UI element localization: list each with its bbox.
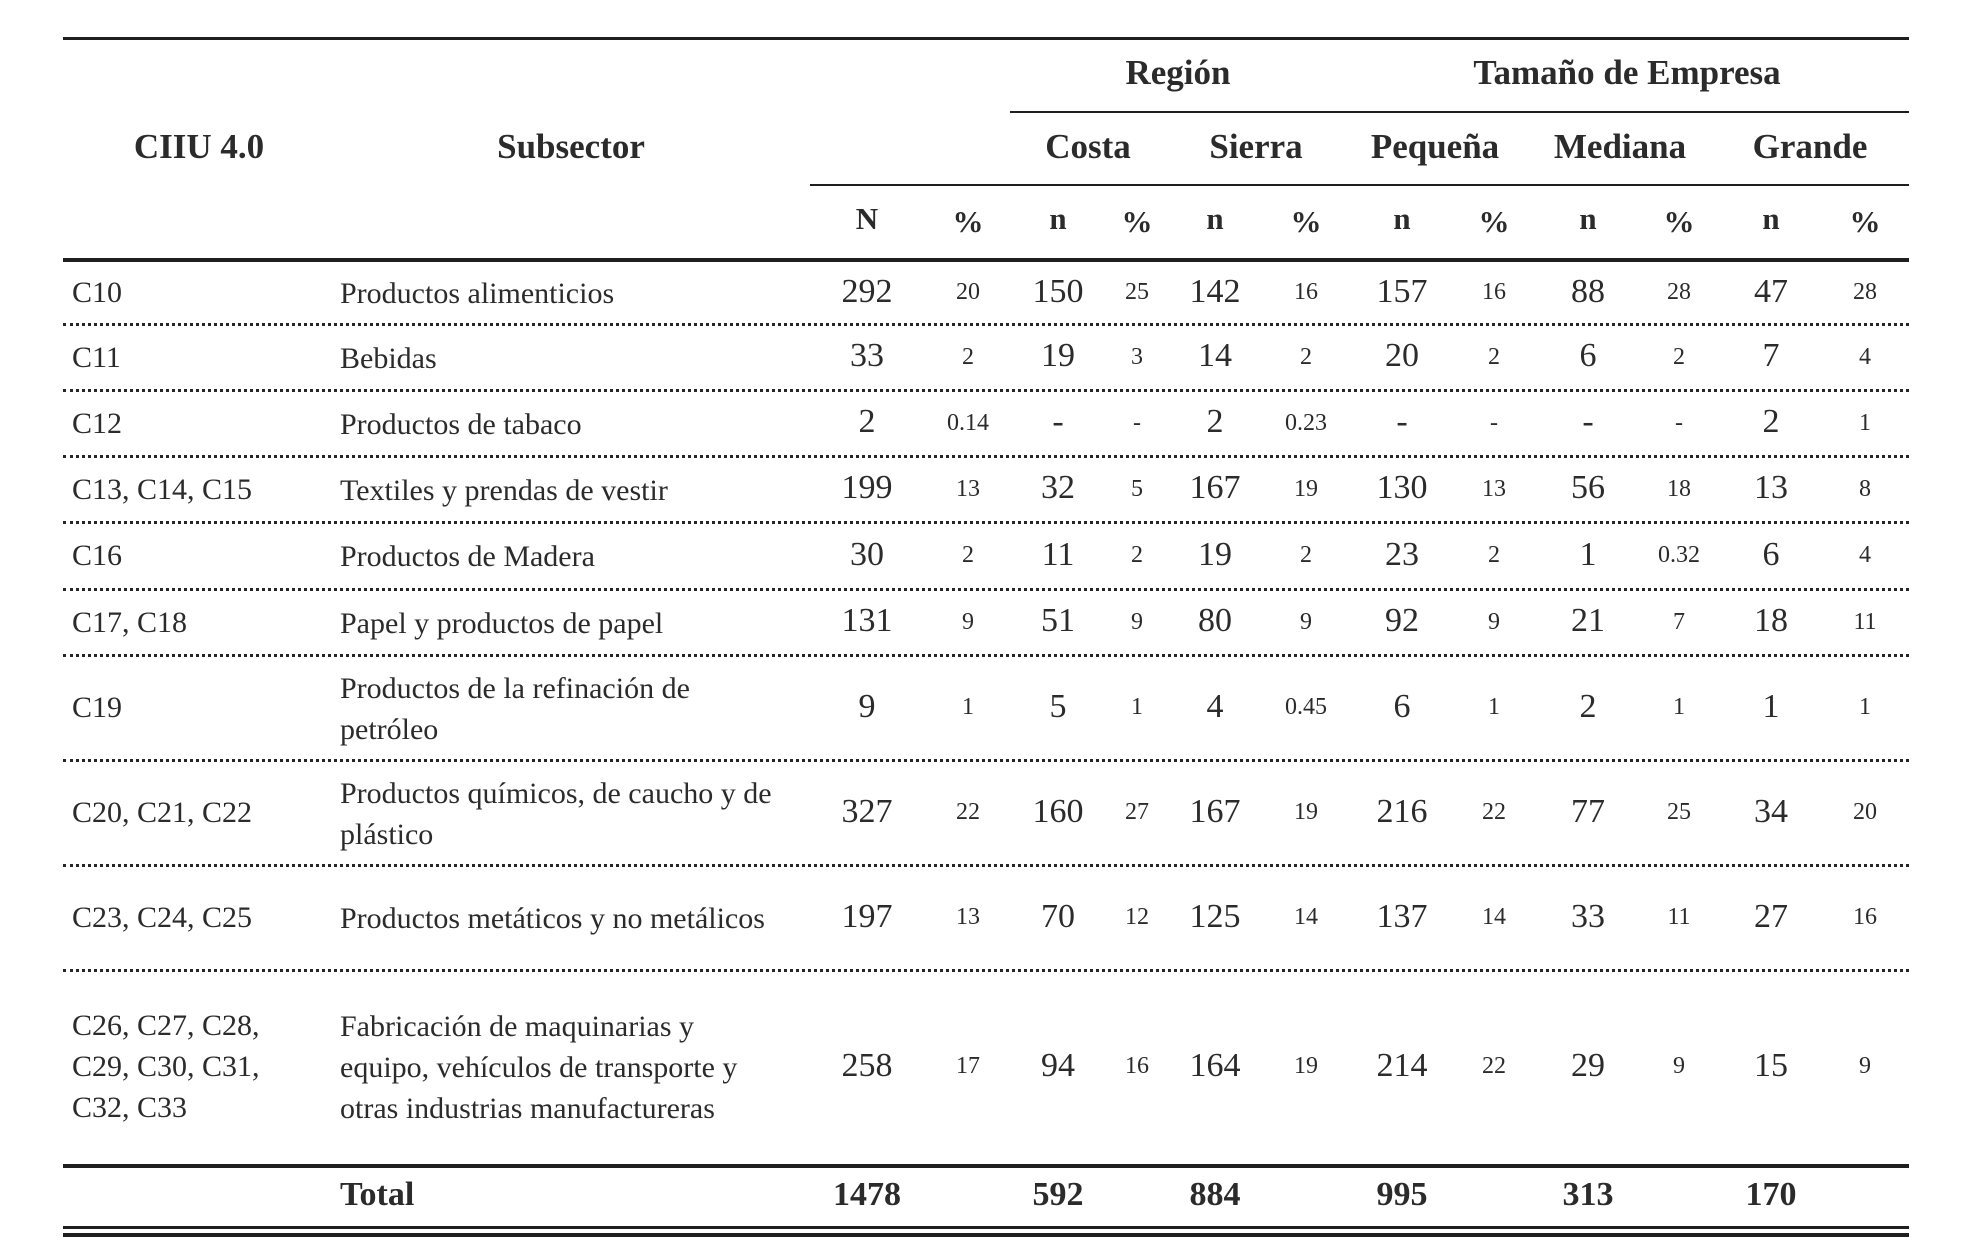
- cell-percent: 1: [962, 694, 974, 721]
- cell-percent: 1: [1859, 694, 1871, 721]
- cell-count: 6: [1762, 535, 1780, 573]
- cell-count: 160: [1032, 792, 1084, 830]
- cell-percent: 13: [956, 904, 980, 931]
- total-value: 995: [1376, 1176, 1428, 1213]
- group-header-grande: Grande: [1752, 127, 1868, 166]
- cell-count: -: [1582, 403, 1594, 441]
- subsector-name: Productos de Madera: [340, 540, 595, 573]
- cell-count: 167: [1189, 792, 1241, 830]
- total-value: 170: [1745, 1176, 1797, 1213]
- subcol-count: n: [1762, 201, 1780, 236]
- subsector-name: Productos metáticos y no metálicos: [340, 902, 765, 935]
- ciiu-code: C17, C18: [72, 605, 188, 639]
- ciiu-code: C26, C27, C28,: [72, 1009, 260, 1042]
- ciiu-code: C20, C21, C22: [72, 796, 253, 829]
- cell-percent: 22: [1482, 799, 1506, 826]
- cell-percent: -: [1490, 409, 1498, 436]
- cell-percent: 2: [1131, 542, 1143, 569]
- cell-percent: 13: [956, 475, 980, 502]
- group-header-costa: Costa: [1045, 127, 1131, 166]
- group-header-sierra: Sierra: [1209, 127, 1303, 166]
- cell-count: 2: [858, 403, 876, 441]
- cell-count: 142: [1189, 272, 1241, 310]
- ciiu-code: C11: [72, 340, 121, 374]
- cell-percent: 25: [1667, 799, 1691, 826]
- group-rule: [1010, 111, 1909, 113]
- cell-count: 19: [1041, 337, 1075, 375]
- row-divider: [63, 864, 1909, 867]
- cell-count: 7: [1762, 337, 1780, 375]
- cell-percent: 2: [1300, 542, 1312, 569]
- cell-percent: 16: [1125, 1053, 1149, 1080]
- cell-percent: 14: [1482, 904, 1506, 931]
- cell-percent: 28: [1667, 279, 1691, 306]
- row-divider: [63, 759, 1909, 762]
- subcol-count: n: [1049, 201, 1067, 236]
- cell-count: 34: [1754, 792, 1788, 830]
- row-divider: [63, 521, 1909, 524]
- cell-count: 167: [1189, 469, 1241, 507]
- cell-count: 157: [1376, 272, 1428, 310]
- company-size-header: Tamaño de Empresa: [1473, 53, 1781, 92]
- cell-percent: 16: [1294, 279, 1318, 306]
- row-divider: [63, 588, 1909, 591]
- total-value: 884: [1189, 1176, 1241, 1213]
- cell-percent: 14: [1294, 904, 1318, 931]
- cell-count: 27: [1754, 897, 1788, 935]
- header-bottom-rule: [63, 258, 1909, 262]
- cell-percent: 19: [1294, 475, 1318, 502]
- cell-percent: 0.32: [1658, 542, 1700, 569]
- cell-percent: 4: [1859, 343, 1871, 370]
- cell-count: 29: [1571, 1046, 1605, 1084]
- cell-count: 20: [1385, 337, 1419, 375]
- subcol-percent: %: [1290, 204, 1322, 239]
- cell-count: 88: [1571, 272, 1605, 310]
- cell-percent: 1: [1488, 694, 1500, 721]
- cell-percent: 13: [1482, 475, 1506, 502]
- cell-count: 130: [1376, 469, 1428, 507]
- subsector-name: Productos alimenticios: [340, 277, 615, 310]
- ciiu-code: C13, C14, C15: [72, 472, 253, 506]
- cell-percent: 16: [1853, 904, 1877, 931]
- subsector-name: Productos químicos, de caucho y de plástico: [340, 776, 772, 851]
- cell-count: 131: [841, 602, 893, 640]
- cell-percent: 18: [1667, 475, 1691, 502]
- cell-percent: 3: [1131, 343, 1143, 370]
- cell-count: 1: [1579, 535, 1597, 573]
- ciiu-code: C10: [72, 276, 123, 309]
- row-divider: [63, 455, 1909, 458]
- subcol-count: N: [855, 201, 879, 236]
- cell-count: 216: [1376, 792, 1428, 830]
- top-rule: [63, 37, 1909, 40]
- cell-count: 21: [1571, 602, 1605, 640]
- cell-count: 92: [1385, 602, 1419, 640]
- cell-percent: 19: [1294, 799, 1318, 826]
- ciiu-header: CIIU 4.0: [133, 127, 265, 166]
- cell-count: 6: [1393, 687, 1411, 725]
- cell-percent: 0.14: [947, 409, 989, 436]
- subcol-count: n: [1393, 201, 1411, 236]
- cell-percent: 9: [1673, 1053, 1685, 1080]
- cell-percent: 0.23: [1285, 409, 1327, 436]
- cell-count: 15: [1754, 1046, 1788, 1084]
- cell-percent: 2: [1488, 542, 1500, 569]
- cell-percent: 9: [1488, 608, 1500, 635]
- cell-percent: 9: [1131, 608, 1143, 635]
- cell-count: 199: [841, 469, 893, 507]
- region-header: Región: [1125, 53, 1231, 92]
- cell-percent: 12: [1125, 904, 1149, 931]
- cell-percent: 19: [1294, 1053, 1318, 1080]
- cell-count: 18: [1754, 602, 1788, 640]
- ciiu-code: C29, C30, C31,: [72, 1050, 260, 1083]
- cell-count: 70: [1041, 897, 1075, 935]
- ciiu-code: C32, C33: [72, 1091, 188, 1124]
- cell-count: -: [1396, 403, 1408, 441]
- ciiu-code: C16: [72, 539, 123, 572]
- subcol-count: n: [1206, 201, 1224, 236]
- cell-count: 258: [841, 1046, 893, 1084]
- cell-percent: 2: [1488, 343, 1500, 370]
- cell-percent: -: [1675, 409, 1683, 436]
- cell-percent: 7: [1673, 608, 1685, 635]
- cell-count: 2: [1206, 403, 1224, 441]
- cell-count: 23: [1385, 535, 1419, 573]
- cell-count: 164: [1189, 1046, 1241, 1084]
- cell-count: 137: [1376, 897, 1428, 935]
- cell-count: 33: [1571, 897, 1605, 935]
- cell-percent: 9: [962, 608, 974, 635]
- subcol-percent: %: [1849, 204, 1881, 239]
- subsector-name: Productos de la refinación de petróleo: [340, 671, 690, 746]
- cell-percent: 16: [1482, 279, 1506, 306]
- cell-count: 292: [841, 272, 893, 310]
- cell-percent: 1: [1859, 409, 1871, 436]
- bottom-rule-1: [63, 1226, 1909, 1229]
- cell-count: 80: [1198, 602, 1232, 640]
- cell-count: 56: [1571, 469, 1605, 507]
- cell-percent: 20: [1853, 799, 1877, 826]
- cell-count: 32: [1041, 469, 1075, 507]
- cell-percent: 2: [1673, 343, 1685, 370]
- cell-count: 4: [1206, 687, 1224, 725]
- cell-count: 2: [1762, 403, 1780, 441]
- cell-percent: 8: [1859, 475, 1871, 502]
- subsector-header: Subsector: [497, 127, 645, 166]
- cell-percent: 0.45: [1285, 694, 1327, 721]
- cell-percent: 1: [1131, 694, 1143, 721]
- bottom-rule-2: [63, 1233, 1909, 1237]
- subsector-name: Productos de tabaco: [340, 407, 582, 441]
- subsector-name: Papel y productos de papel: [340, 606, 664, 640]
- total-value: 313: [1562, 1176, 1614, 1213]
- cell-count: 33: [850, 337, 884, 375]
- subcol-count: n: [1579, 201, 1597, 236]
- cell-count: 150: [1032, 272, 1084, 310]
- subsector-name: Textiles y prendas de vestir: [340, 473, 668, 507]
- cell-percent: 11: [1853, 608, 1877, 635]
- cell-count: 14: [1198, 337, 1232, 375]
- cell-percent: 25: [1125, 279, 1149, 306]
- ciiu-code: C23, C24, C25: [72, 901, 253, 934]
- cell-percent: 1: [1673, 694, 1685, 721]
- cell-count: 13: [1754, 469, 1788, 507]
- cell-count: 6: [1579, 337, 1597, 375]
- cell-percent: 5: [1131, 475, 1143, 502]
- cell-percent: 9: [1300, 608, 1312, 635]
- cell-count: 5: [1049, 687, 1067, 725]
- cell-count: 327: [841, 792, 893, 830]
- row-divider: [63, 654, 1909, 657]
- total-label: Total: [340, 1176, 415, 1213]
- total-value: 1478: [833, 1176, 901, 1213]
- cell-count: 9: [858, 687, 876, 725]
- cell-count: 51: [1041, 602, 1075, 640]
- subheader-rule: [810, 184, 1909, 186]
- row-divider: [63, 323, 1909, 326]
- total-value: 592: [1032, 1176, 1084, 1213]
- ciiu-code: C12: [72, 406, 123, 440]
- cell-percent: 2: [1300, 343, 1312, 370]
- group-header-mediana: Mediana: [1553, 127, 1687, 166]
- subcol-percent: %: [952, 204, 984, 239]
- cell-percent: 27: [1125, 799, 1149, 826]
- subcol-percent: %: [1121, 204, 1153, 239]
- row-divider: [63, 389, 1909, 392]
- cell-percent: 11: [1667, 904, 1691, 931]
- cell-count: 11: [1041, 535, 1075, 573]
- cell-count: 197: [841, 897, 893, 935]
- cell-count: 214: [1376, 1046, 1428, 1084]
- cell-count: 47: [1754, 272, 1788, 310]
- cell-percent: 2: [962, 343, 974, 370]
- subcol-percent: %: [1478, 204, 1510, 239]
- cell-percent: 20: [956, 279, 980, 306]
- cell-percent: -: [1133, 409, 1141, 436]
- cell-percent: 9: [1859, 1053, 1871, 1080]
- cell-percent: 28: [1853, 279, 1877, 306]
- cell-count: 125: [1189, 897, 1241, 935]
- cell-count: 1: [1762, 687, 1780, 725]
- subsector-name: Bebidas: [340, 341, 437, 375]
- group-header-pequeña: Pequeña: [1370, 127, 1500, 166]
- total-top-rule: [63, 1164, 1909, 1168]
- cell-count: 77: [1571, 792, 1605, 830]
- cell-count: -: [1052, 403, 1064, 441]
- subsector-name: Fabricación de maquinarias y equipo, vehículos de transporte y otras industrias manufactureras: [340, 1010, 738, 1125]
- cell-percent: 22: [956, 799, 980, 826]
- cell-percent: 2: [962, 542, 974, 569]
- cell-percent: 22: [1482, 1053, 1506, 1080]
- cell-count: 19: [1198, 535, 1232, 573]
- cell-percent: 4: [1859, 542, 1871, 569]
- row-divider: [63, 969, 1909, 972]
- cell-count: 2: [1579, 687, 1597, 725]
- cell-count: 30: [850, 535, 884, 573]
- ciiu-code: C19: [72, 691, 123, 724]
- subcol-percent: %: [1663, 204, 1695, 239]
- cell-count: 94: [1041, 1046, 1075, 1084]
- cell-percent: 17: [956, 1053, 980, 1080]
